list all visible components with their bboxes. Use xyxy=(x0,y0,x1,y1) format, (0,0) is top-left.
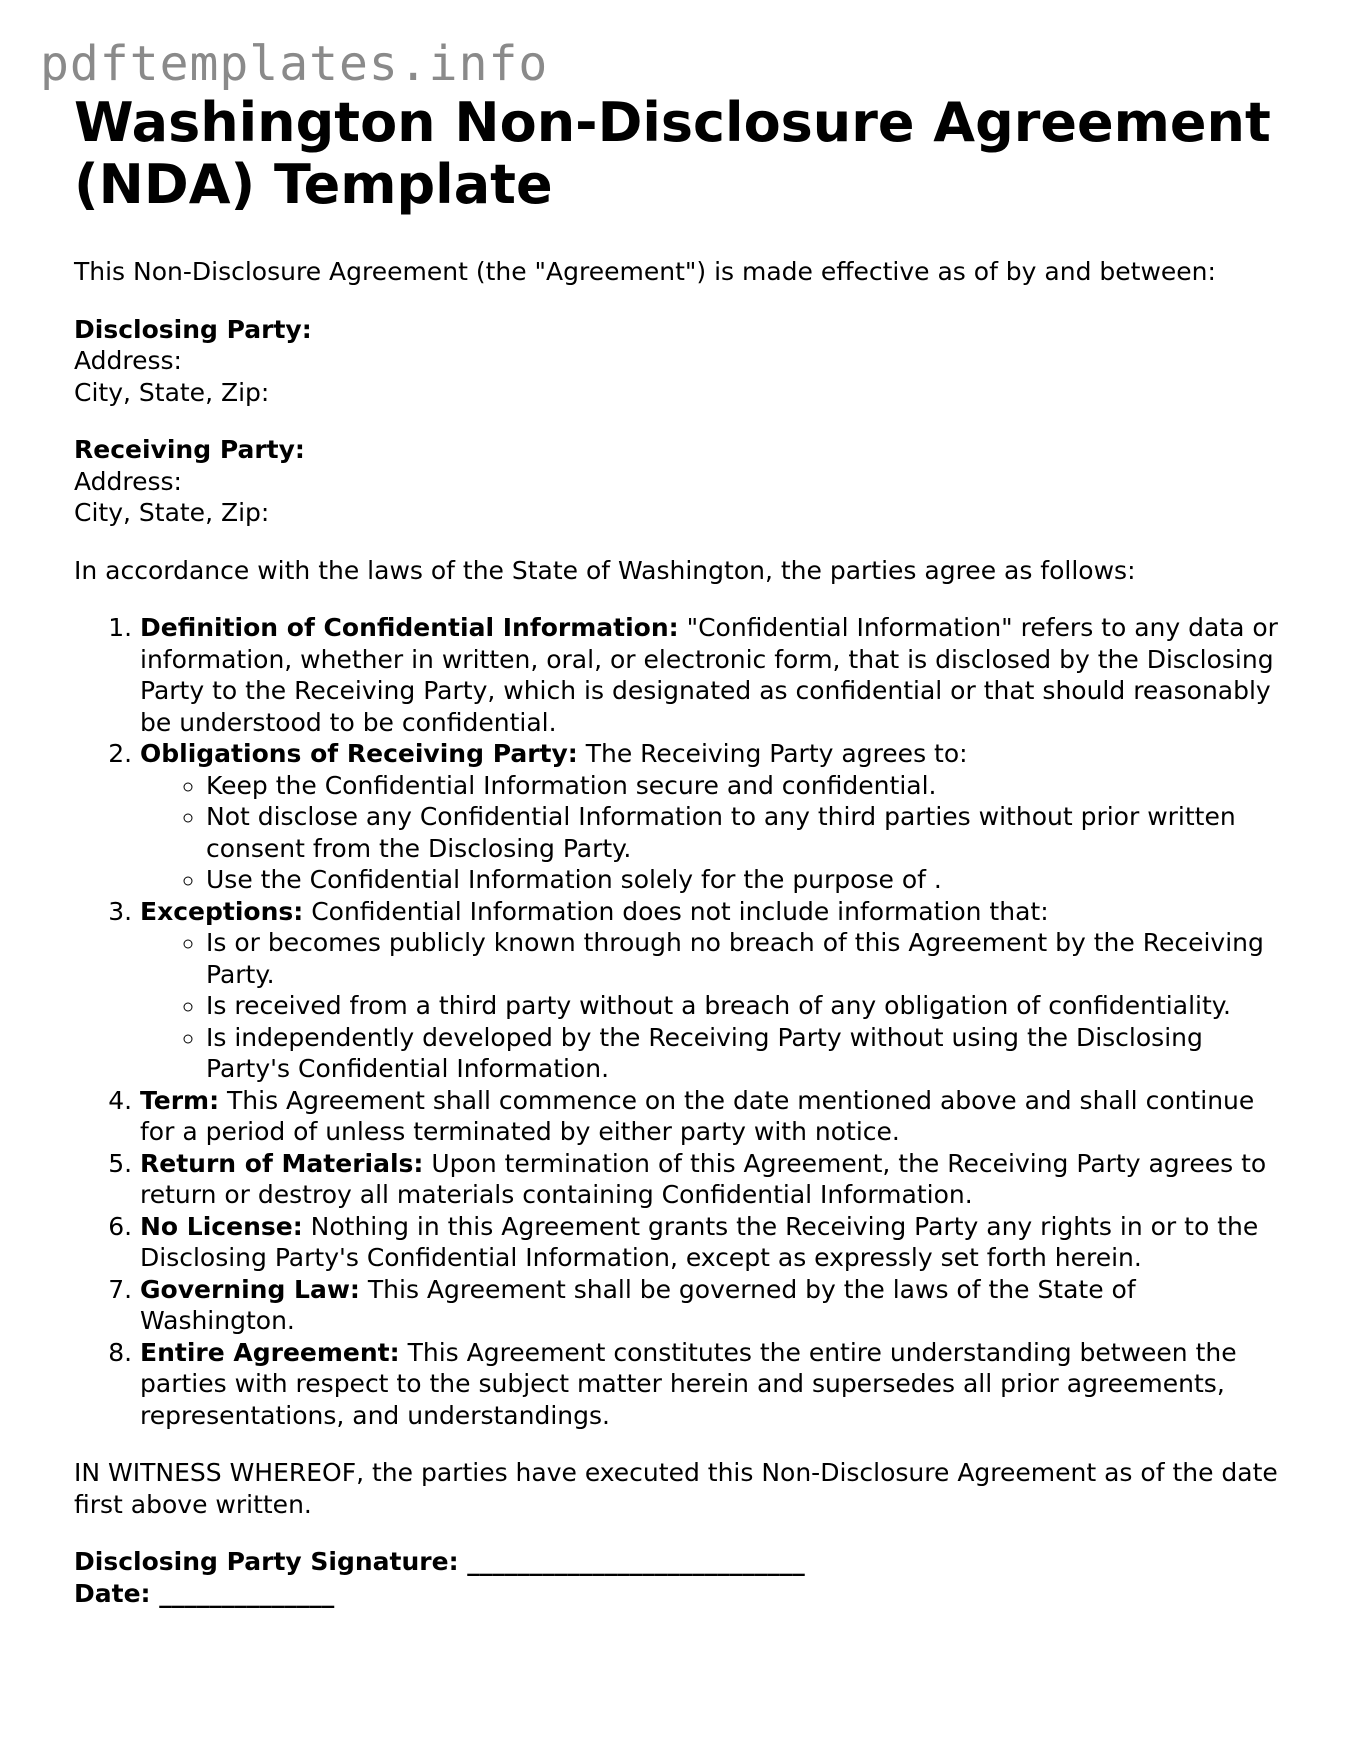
term-item xyxy=(140,738,1294,896)
witness-paragraph: IN WITNESS WHEREOF, the parties have executed this Non-Disclosure Agreement as of the date first above written. xyxy=(74,1458,1278,1519)
disclosing-party-heading: Disclosing Party: xyxy=(74,314,312,344)
disclosing-party-address: Address: xyxy=(74,346,182,375)
accordance-paragraph: In accordance with the laws of the State of Washington, the parties agree as follows: xyxy=(74,555,1136,585)
term-label: Obligations of Receiving Party: xyxy=(140,739,578,768)
date-line: Date: ______________ xyxy=(74,1578,335,1608)
sub-item: ◦ Not disclose any Confidential Information to any third parties without prior written consent from the Disclosing Party. xyxy=(206,801,1294,864)
term-item xyxy=(140,896,1294,1085)
sub-item: ◦ Keep the Confidential Information secure and confidential. xyxy=(206,770,1294,802)
receiving-party-city: City, State, Zip: xyxy=(74,498,270,527)
disclosing-party-city: City, State, Zip: xyxy=(74,377,270,407)
term-text: "Confidential Information" refers to any data or information, whether in written, oral, or electronic form, that is disclosed by the Disclosing Party to the Receiving Party, which is designated as confidential or that should reasonably be understood to be confidential. xyxy=(140,613,1278,737)
term-text: This Agreement shall commence on the date mentioned above and shall continue for a period of unless terminated by either party with notice. xyxy=(140,1085,1255,1146)
intro-paragraph: This Non-Disclosure Agreement (the "Agreement") is made effective as of by and between: xyxy=(74,257,1216,286)
receiving-party-heading: Receiving Party: xyxy=(74,435,305,464)
term-label: Exceptions: xyxy=(140,896,304,926)
term-item xyxy=(140,1148,1294,1211)
term-item xyxy=(140,1337,1294,1432)
terms-list xyxy=(74,612,1294,1431)
term-item xyxy=(140,1211,1294,1274)
page-title: Washington Non-Disclosure Agreement (NDA) Template xyxy=(74,91,1271,216)
term-label: Entire Agreement: xyxy=(140,1337,400,1367)
sub-item: ◦ Is independently developed by the Receiving Party without using the Disclosing Party's Confidential Information. xyxy=(206,1022,1294,1085)
term-text: Upon termination of this Agreement, the Receiving Party agrees to return or destroy all materials containing Confidential Information. xyxy=(140,1148,1267,1209)
term-text: This Agreement shall be governed by the laws of the State of Washington. xyxy=(140,1274,1136,1335)
term-item xyxy=(140,612,1294,738)
term-item xyxy=(140,1085,1294,1148)
term-text: This Agreement constitutes the entire understanding between the parties with respect to the subject matter herein and supersedes all prior agreements, representations, and understandings. xyxy=(140,1337,1237,1430)
disclosing-party-block xyxy=(74,314,1294,409)
sub-item: ◦ Is or becomes publicly known through no breach of this Agreement by the Receiving Party. xyxy=(206,927,1294,990)
term-label: Governing Law: xyxy=(140,1274,360,1304)
signature-block xyxy=(74,1546,1294,1609)
sub-item: ◦ Use the Confidential Information solely for the purpose of . xyxy=(206,864,1294,896)
receiving-party-address: Address: xyxy=(74,466,182,496)
term-text: The Receiving Party agrees to: xyxy=(577,739,968,768)
term-label: Return of Materials: xyxy=(140,1148,424,1178)
watermark-logo: pdftemplates.info xyxy=(40,36,549,92)
receiving-party-block xyxy=(74,434,1294,529)
term-label: No License: xyxy=(140,1211,303,1241)
term-item xyxy=(140,1274,1294,1337)
term-sublist xyxy=(140,927,1294,1085)
term-label: Definition of Confidential Information: xyxy=(140,613,679,642)
term-text: Nothing in this Agreement grants the Receiving Party any rights in or to the Disclosing Party's Confidential Information, except as expressly set forth herein. xyxy=(140,1211,1259,1272)
term-sublist xyxy=(140,770,1294,896)
term-label: Term: xyxy=(140,1085,220,1115)
signature-line: Disclosing Party Signature: ___________________________ xyxy=(74,1547,805,1576)
document-body xyxy=(74,92,1294,1609)
term-text: Confidential Information does not include information that: xyxy=(303,896,1049,926)
sub-item: ◦ Is received from a third party without a breach of any obligation of confidentiality. xyxy=(206,990,1294,1022)
